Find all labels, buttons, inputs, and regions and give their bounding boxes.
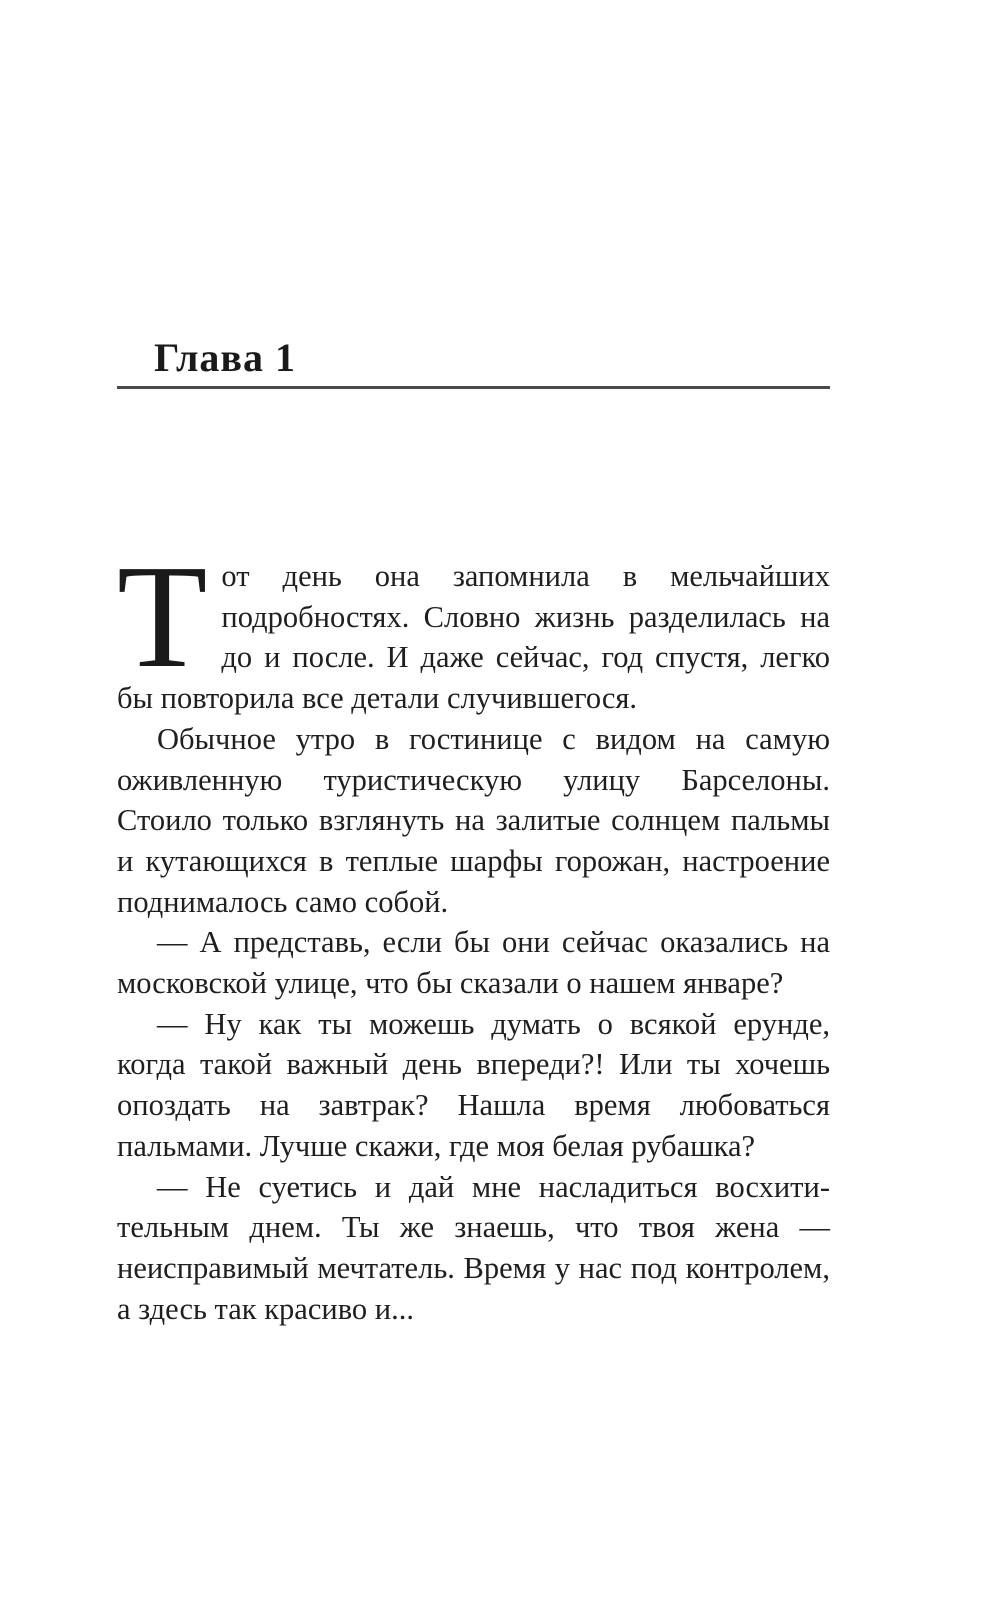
chapter-heading bbox=[117, 334, 830, 394]
paragraph: Обычное утро в гостинице с видом на самую оживленную туристическую улицу Барселоны. Стоило только взглянуть на залитые солнцем пальмы и кутающихся в теплые шарфы горожан, настроение поднималось само собой. bbox=[117, 721, 830, 919]
chapter-divider bbox=[117, 386, 830, 389]
drop-cap: Т bbox=[117, 535, 208, 699]
paragraph: — Не суетись и дай мне насладиться восхитительным днем. Ты же знаешь, что твоя жена — неисправимый мечтатель. Время у нас под контролем, а здесь так красиво и... bbox=[117, 1169, 830, 1326]
paragraph: — А представь, если бы они сейчас оказались на московской улице, что бы сказали о нашем январе? bbox=[117, 925, 830, 1001]
paragraph: — Ну как ты можешь думать о всякой ерунде, когда такой важный день впереди?! Или ты хочешь опоздать на завтрак? Нашла время любоваться пальмами. Лучше скажи, где моя белая рубашка? bbox=[117, 1006, 830, 1163]
chapter-body bbox=[117, 535, 830, 1329]
paragraph-opening bbox=[117, 535, 830, 719]
chapter-title: Глава 1 bbox=[154, 335, 296, 380]
opening-paragraph-text: от день она запомнила в мельчайших подробностях. Словно жизнь разделилась на до и после. И даже сейчас, год спустя, легко бы повторила все детали случившегося. bbox=[117, 559, 830, 716]
